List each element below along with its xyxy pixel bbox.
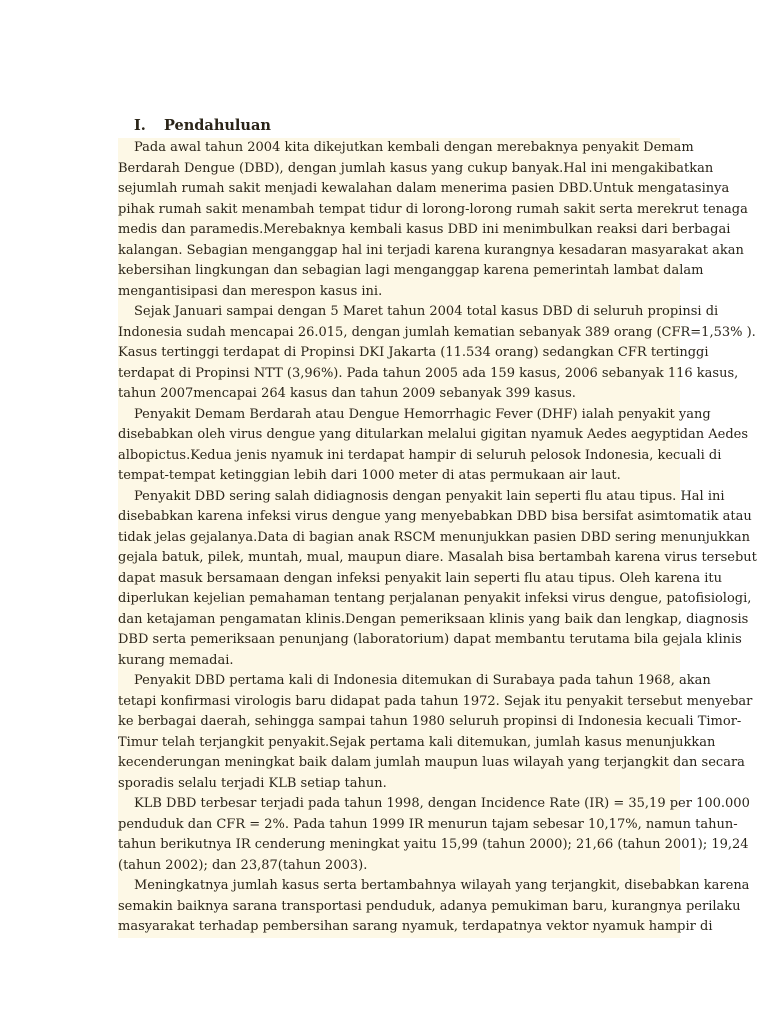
text-line: dapat masuk bersamaan dengan infeksi penyakit lain seperti flu atau tipus. Oleh karena itu [118,569,680,590]
text-line: semakin baiknya sarana transportasi penduduk, adanya pemukiman baru, kurangnya perilaku [118,897,680,918]
section-number: I. [134,117,146,134]
text-line: Timur telah terjangkit penyakit.Sejak pertama kali ditemukan, jumlah kasus menunjukkan [118,733,680,754]
text-line: (tahun 2002); dan 23,87(tahun 2003). [118,856,680,877]
text-line: tempat-tempat ketinggian lebih dari 1000 meter di atas permukaan air laut. [118,466,680,487]
text-line: tahun 2007mencapai 264 kasus dan tahun 2009 sebanyak 399 kasus. [118,384,680,405]
text-line: disebabkan oleh virus dengue yang ditularkan melalui gigitan nyamuk Aedes aegyptidan Aedes [118,425,680,446]
paragraph [118,671,753,794]
text-line: Sejak Januari sampai dengan 5 Maret tahun 2004 total kasus DBD di seluruh propinsi di [118,302,680,323]
paragraph [118,138,748,302]
paragraph [118,302,756,405]
text-line: diperlukan kejelian pemahaman tentang perjalanan penyakit infeksi virus dengue, patofisiologi, [118,589,680,610]
text-line: disebabkan karena infeksi virus dengue yang menyebabkan DBD bisa bersifat asimtomatik atau [118,507,680,528]
text-line: Pada awal tahun 2004 kita dikejutkan kembali dengan merebaknya penyakit Demam [118,138,680,159]
text-line: sporadis selalu terjadi KLB setiap tahun. [118,774,680,795]
text-line: kurang memadai. [118,651,680,672]
text-line: penduduk dan CFR = 2%. Pada tahun 1999 IR menurun tajam sebesar 10,17%, namun tahun- [118,815,680,836]
paragraph [118,876,750,938]
text-line: Meningkatnya jumlah kasus serta bertambahnya wilayah yang terjangkit, disebabkan karena [118,876,680,897]
text-line: gejala batuk, pilek, muntah, mual, maupun diare. Masalah bisa bertambah karena virus tersebut [118,548,680,569]
text-line: terdapat di Propinsi NTT (3,96%). Pada tahun 2005 ada 159 kasus, 2006 sebanyak 116 kasus, [118,364,680,385]
text-line: ke berbagai daerah, sehingga sampai tahun 1980 seluruh propinsi di Indonesia kecuali Timor- [118,712,680,733]
paragraph [118,794,750,876]
text-line: tidak jelas gejalanya.Data di bagian anak RSCM menunjukkan pasien DBD sering menunjukkan [118,528,680,549]
section-title: Pendahuluan [164,117,271,134]
text-line: pihak rumah sakit menambah tempat tidur di lorong-lorong rumah sakit serta merekrut tenaga [118,200,680,221]
body-text [118,138,757,938]
text-line: Penyakit DBD pertama kali di Indonesia ditemukan di Surabaya pada tahun 1968, akan [118,671,680,692]
text-line: Kasus tertinggi terdapat di Propinsi DKI Jakarta (11.534 orang) sedangkan CFR tertinggi [118,343,680,364]
text-line: DBD serta pemeriksaan penunjang (laboratorium) dapat membantu terutama bila gejala klinis [118,630,680,651]
text-line: Indonesia sudah mencapai 26.015, dengan jumlah kematian sebanyak 389 orang (CFR=1,53% ). [118,323,680,344]
text-line: sejumlah rumah sakit menjadi kewalahan dalam menerima pasien DBD.Untuk mengatasinya [118,179,680,200]
text-line: mengantisipasi dan merespon kasus ini. [118,282,680,303]
text-line: KLB DBD terbesar terjadi pada tahun 1998, dengan Incidence Rate (IR) = 35,19 per 100.000 [118,794,680,815]
text-line: kecenderungan meningkat baik dalam jumlah maupun luas wilayah yang terjangkit dan secara [118,753,680,774]
text-line: tetapi konfirmasi virologis baru didapat pada tahun 1972. Sejak itu penyakit tersebut menyebar [118,692,680,713]
section-heading [134,116,271,136]
text-line: Penyakit DBD sering salah didiagnosis dengan penyakit lain seperti flu atau tipus. Hal ini [118,487,680,508]
text-line: tahun berikutnya IR cenderung meningkat yaitu 15,99 (tahun 2000); 21,66 (tahun 2001); 19,24 [118,835,680,856]
text-line: dan ketajaman pengamatan klinis.Dengan pemeriksaan klinis yang baik dan lengkap, diagnosis [118,610,680,631]
text-line: masyarakat terhadap pembersihan sarang nyamuk, terdapatnya vektor nyamuk hampir di [118,917,680,938]
paragraph [118,487,757,672]
text-line: kebersihan lingkungan dan sebagian lagi menganggap karena pemerintah lambat dalam [118,261,680,282]
text-line: Penyakit Demam Berdarah atau Dengue Hemorrhagic Fever (DHF) ialah penyakit yang [118,405,680,426]
text-line: albopictus.Kedua jenis nyamuk ini terdapat hampir di seluruh pelosok Indonesia, kecuali di [118,446,680,467]
text-line: medis dan paramedis.Merebaknya kembali kasus DBD ini menimbulkan reaksi dari berbagai [118,220,680,241]
text-line: kalangan. Sebagian menganggap hal ini terjadi karena kurangnya kesadaran masyarakat akan [118,241,680,262]
text-line: Berdarah Dengue (DBD), dengan jumlah kasus yang cukup banyak.Hal ini mengakibatkan [118,159,680,180]
paragraph [118,405,749,487]
